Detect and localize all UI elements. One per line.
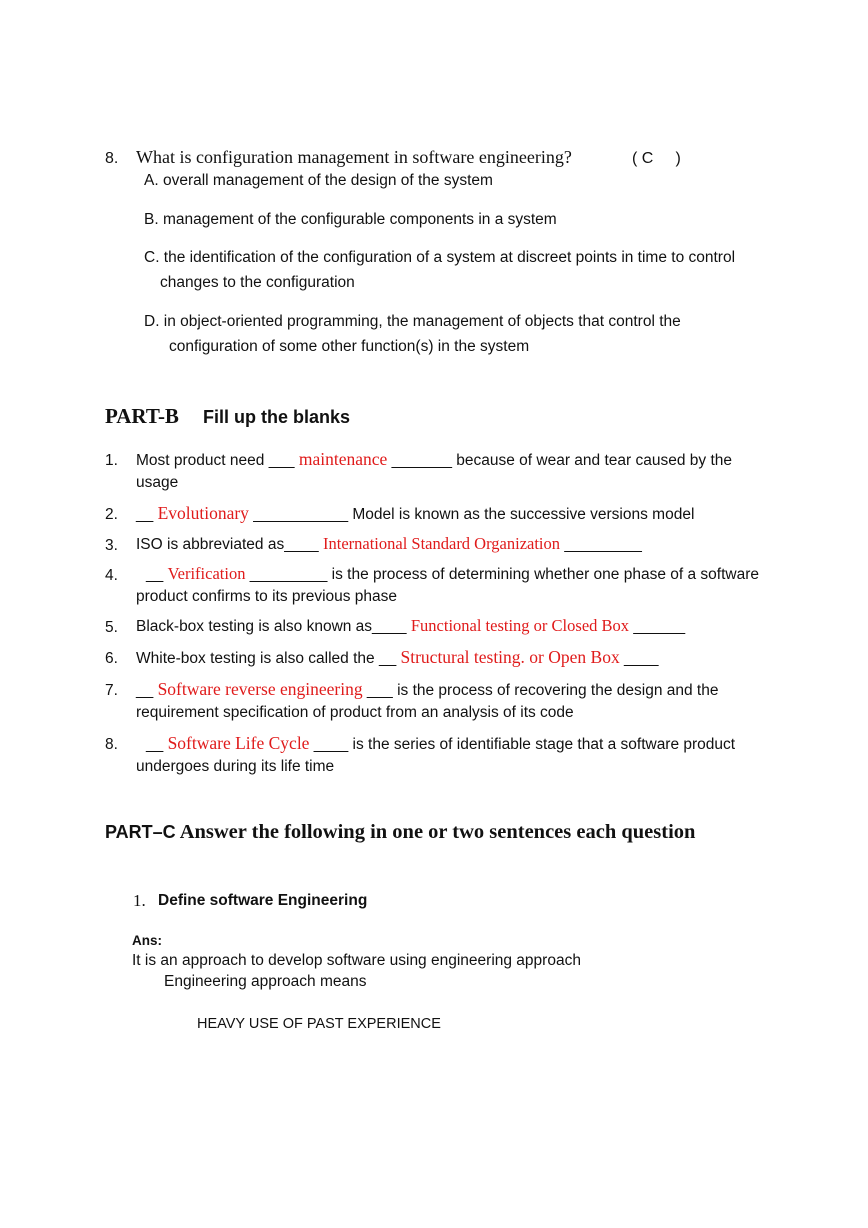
answer-line: It is an approach to develop software using engineering approach [132, 952, 581, 969]
item-text-after: _________ [560, 536, 642, 553]
item-number: 3. [105, 537, 118, 554]
blank-answer: Functional testing or Closed Box [410, 616, 630, 635]
fill-blank-item [136, 449, 732, 470]
item-number: 6. [105, 650, 118, 667]
item-text-after: _________ is the process of determining whether one phase of a software [245, 566, 760, 583]
blank-answer: maintenance [298, 449, 388, 469]
item-text-before: Most product need ___ [136, 452, 299, 469]
option-d: D. in object-oriented programming, the management of objects that control the [144, 313, 681, 330]
item-text-after: ____ is the series of identifiable stage that a software product [309, 736, 736, 753]
item-text-before: __ [146, 566, 168, 583]
part-c-heading [105, 821, 695, 844]
fill-blank-item [136, 503, 694, 524]
item-text-before: __ [136, 682, 158, 699]
item-text-before: __ [136, 506, 158, 523]
fill-blank-item [136, 679, 718, 700]
item-text-before: ISO is abbreviated as____ [136, 536, 323, 553]
question-number: 1. [133, 891, 146, 910]
item-text-after: _______ because of wear and tear caused by the [387, 452, 732, 469]
item-text-before: Black-box testing is also known as____ [136, 618, 411, 635]
part-b-label: PART-B [105, 404, 179, 428]
fill-blank-item [136, 534, 642, 554]
option-c-continued: changes to the configuration [160, 274, 355, 291]
item-text-before: __ [146, 736, 168, 753]
fill-blank-item [136, 616, 685, 636]
item-number: 2. [105, 506, 118, 523]
fill-blank-item [146, 733, 735, 754]
answer-line: HEAVY USE OF PAST EXPERIENCE [197, 1016, 441, 1032]
part-c-label: PART–C [105, 822, 176, 842]
question-number: 8. [105, 150, 119, 167]
item-number: 5. [105, 619, 118, 636]
blank-answer: Software Life Cycle [167, 733, 310, 753]
option-b: B. management of the configurable components in a system [144, 211, 557, 228]
item-number: 1. [105, 452, 118, 469]
fill-blank-item [136, 647, 659, 668]
item-number: 7. [105, 682, 118, 699]
item-text-before: White-box testing is also called the __ [136, 650, 401, 667]
question-text: Define software Engineering [158, 892, 368, 909]
blank-answer: Evolutionary [157, 503, 249, 523]
item-number: 4. [105, 567, 118, 584]
answer-label: Ans: [132, 933, 162, 948]
blank-answer: Structural testing. or Open Box [400, 647, 620, 667]
item-number: 8. [105, 736, 118, 753]
item-continuation: product confirms to its previous phase [136, 588, 398, 605]
question-text: What is configuration management in software engineering? [136, 147, 572, 167]
answer-line: Engineering approach means [164, 973, 367, 990]
fill-blank-item [146, 564, 759, 584]
item-continuation: requirement specification of product from an analysis of its code [136, 704, 574, 721]
blank-answer: Software reverse engineering [157, 679, 363, 699]
item-continuation: usage [136, 474, 179, 491]
item-continuation: undergoes during its life time [136, 758, 335, 775]
part-b-title: Fill up the blanks [203, 407, 351, 427]
item-text-after: ___ is the process of recovering the design and the [362, 682, 719, 699]
option-d-continued: configuration of some other function(s) in the system [169, 338, 530, 355]
item-text-after: ____ [619, 650, 659, 667]
answer-key: ( C ) [632, 150, 681, 167]
blank-answer: Verification [167, 564, 246, 583]
item-text-after: ______ [629, 618, 686, 635]
item-text-after: ___________ Model is known as the successive versions model [248, 506, 695, 523]
option-a: A. overall management of the design of the system [144, 172, 493, 189]
part-c-title: Answer the following in one or two sentences each question [179, 821, 696, 843]
blank-answer: International Standard Organization [322, 534, 561, 553]
option-c: C. the identification of the configuration of a system at discreet points in time to control [144, 249, 736, 266]
